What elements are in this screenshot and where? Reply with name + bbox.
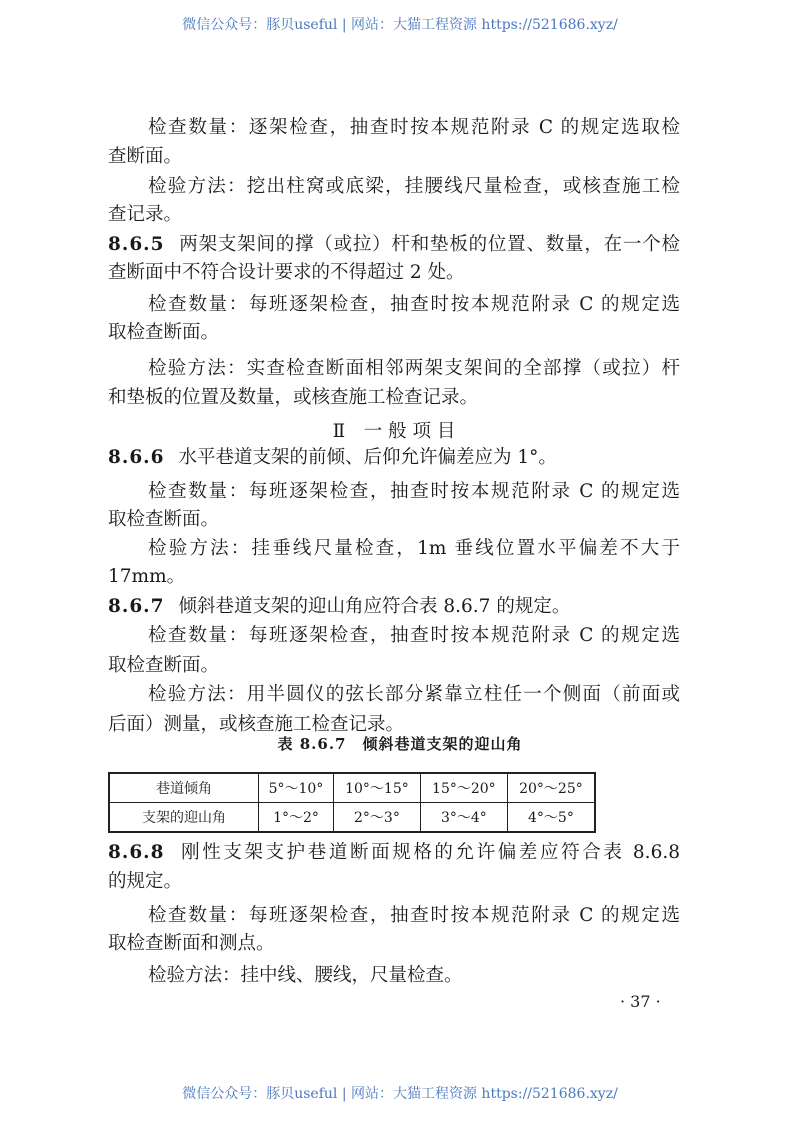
section-heading	[108, 420, 680, 444]
text-line	[108, 261, 680, 285]
line-text: 检查数量：逐架检查，抽查时按本规范附录 C 的规定选取检	[148, 117, 680, 138]
text-line	[148, 904, 680, 928]
line-text: 查记录。	[108, 204, 183, 225]
line-text: 取检查断面。	[108, 655, 220, 676]
table-caption: 表 8.6.7 倾斜巷道支架的迎山角	[277, 735, 523, 753]
text-line	[108, 932, 680, 956]
table-cell: 15°～20°	[420, 773, 507, 803]
angle-table	[108, 772, 596, 833]
table-cell: 1°～2°	[259, 803, 334, 833]
table-cell: 4°～5°	[507, 803, 595, 833]
clause-number: 8.6.8	[108, 842, 165, 863]
line-text: 17mm。	[108, 566, 186, 587]
table-cell: 20°～25°	[507, 773, 595, 803]
clause-number: 8.6.5	[108, 234, 165, 255]
line-text: 倾斜巷道支架的迎山角应符合表 8.6.7 的规定。	[178, 596, 571, 617]
line-text: 检查数量：每班逐架检查，抽查时按本规范附录 C 的规定选	[148, 625, 680, 646]
line-text: 的规定。	[108, 871, 183, 892]
line-text: 检验方法：用半圆仪的弦长部分紧靠立柱任一个侧面（前面或	[148, 684, 680, 705]
text-line	[108, 321, 680, 345]
line-text: 检查数量：每班逐架检查，抽查时按本规范附录 C 的规定选	[148, 481, 680, 502]
line-text: 检验方法：实查检查断面相邻两架支架间的全部撑（或拉）杆	[148, 358, 680, 379]
line-text: 查断面。	[108, 146, 183, 167]
text-line	[148, 293, 680, 317]
text-line	[148, 480, 680, 504]
line-text: 和垫板的位置及数量，或核查施工检查记录。	[108, 387, 479, 408]
clause-number: 8.6.6	[108, 447, 165, 468]
row-header: 支架的迎山角	[109, 803, 259, 833]
text-line	[148, 116, 680, 140]
text-line	[148, 683, 680, 707]
line-text: 后面）测量，或核查施工检查记录。	[108, 714, 405, 735]
row-header: 巷道倾角	[109, 773, 259, 803]
line-text: 刚性支架支护巷道断面规格的允许偏差应符合表 8.6.8	[178, 842, 680, 863]
clause-number: 8.6.7	[108, 596, 165, 617]
text-line	[108, 386, 680, 410]
text-line	[108, 565, 680, 589]
table-row	[109, 773, 595, 803]
clause-line	[108, 446, 680, 470]
text-line	[148, 624, 680, 648]
line-text: 取检查断面和测点。	[108, 933, 275, 954]
line-text: 水平巷道支架的前倾、后仰允许偏差应为 1°。	[178, 447, 557, 468]
line-text: 检验方法：挖出柱窝或底梁，挂腰线尺量检查，或核查施工检	[148, 176, 680, 197]
line-text: 两架支架间的撑（或拉）杆和垫板的位置、数量，在一个检	[178, 234, 680, 255]
text-line	[148, 537, 680, 561]
line-text: 取检查断面。	[108, 509, 220, 530]
text-line	[108, 145, 680, 169]
line-text: 查断面中不符合设计要求的不得超过 2 处。	[108, 262, 465, 283]
text-line	[148, 175, 680, 199]
line-text: 检验方法：挂中线、腰线，尺量检查。	[148, 965, 463, 986]
line-text: 检验方法：挂垂线尺量检查，1m 垂线位置水平偏差不大于	[148, 538, 680, 559]
text-line	[108, 870, 680, 894]
line-text: 取检查断面。	[108, 322, 220, 343]
table-cell: 5°～10°	[259, 773, 334, 803]
watermark-bottom: 微信公众号：豚贝useful | 网站：大猫工程资源 https://521686.xyz/	[182, 1086, 618, 1102]
line-text: 检查数量：每班逐架检查，抽查时按本规范附录 C 的规定选	[148, 905, 680, 926]
line-text: 检查数量：每班逐架检查，抽查时按本规范附录 C 的规定选	[148, 294, 680, 315]
table-cell: 3°～4°	[420, 803, 507, 833]
watermark-top: 微信公众号：豚贝useful | 网站：大猫工程资源 https://521686.xyz/	[182, 17, 618, 33]
clause-line	[108, 841, 680, 865]
clause-line	[108, 233, 680, 257]
line-text: Ⅱ 一 般 项 目	[332, 421, 456, 442]
text-line	[148, 964, 680, 988]
text-line	[108, 508, 680, 532]
table-cell: 2°～3°	[333, 803, 420, 833]
text-line	[148, 357, 680, 381]
table-row	[109, 803, 595, 833]
text-line	[108, 654, 680, 678]
table-cell: 10°～15°	[333, 773, 420, 803]
clause-line	[108, 595, 680, 619]
page-number: · 37 ·	[620, 992, 661, 1011]
text-line	[108, 203, 680, 227]
